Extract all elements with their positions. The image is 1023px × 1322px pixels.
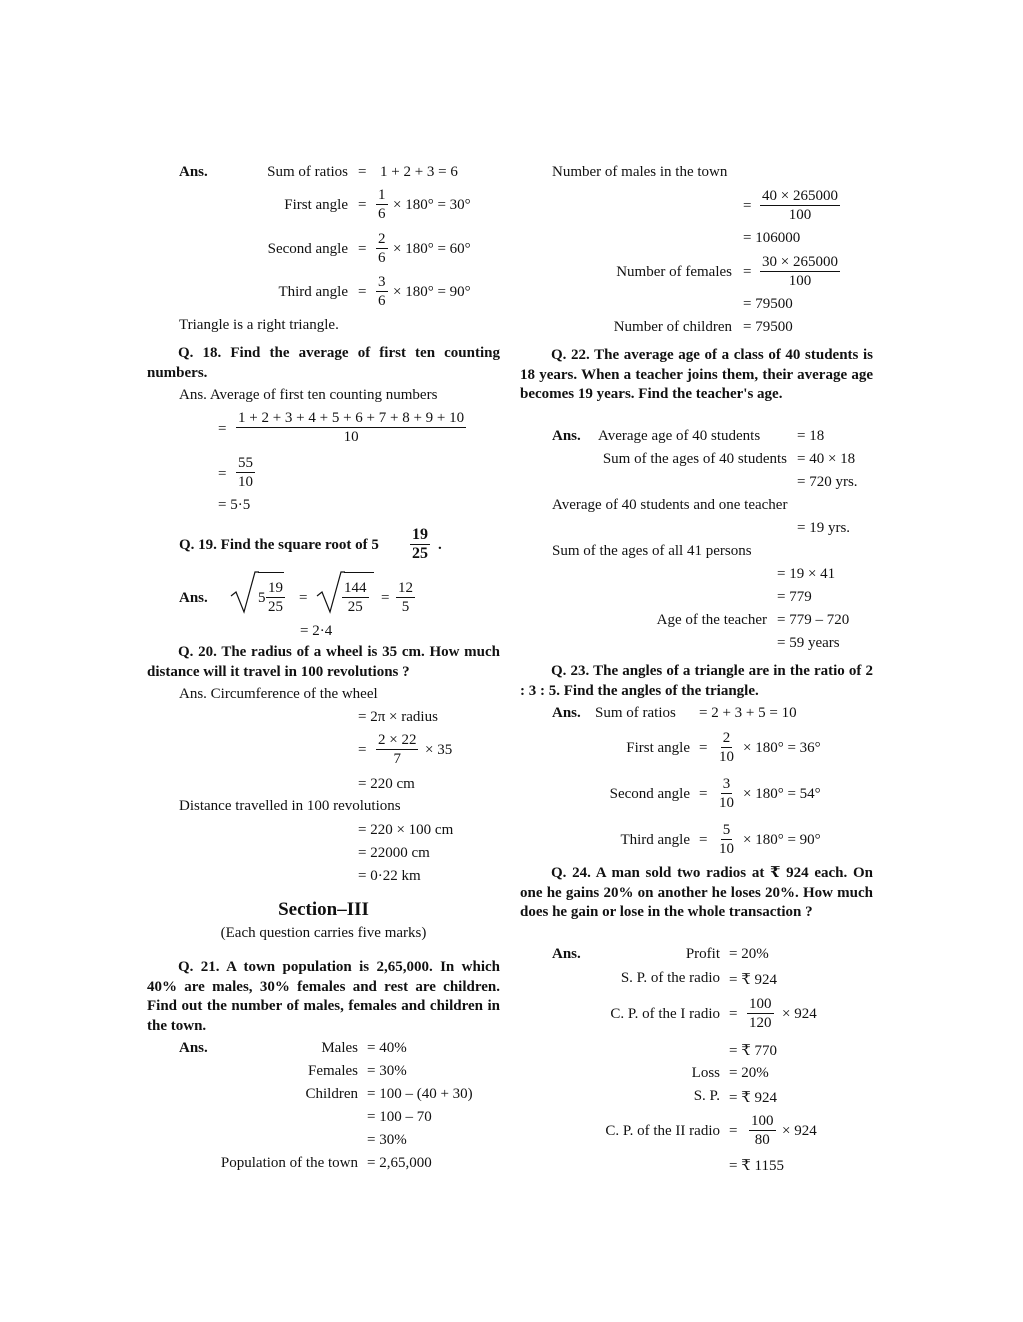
ans-label: Ans. bbox=[179, 164, 208, 180]
q20-ans: Ans. Circumference of the wheel bbox=[179, 686, 378, 702]
q24-cp1-result: = ₹ 770 bbox=[729, 1043, 778, 1059]
q19-question-dot: . bbox=[438, 537, 442, 553]
q18-eq: = bbox=[218, 421, 227, 437]
q23-third-fraction: $\frac{5}{10}$ bbox=[719, 822, 734, 857]
q24-cp2-result: = ₹ 1155 bbox=[729, 1158, 784, 1174]
q19-eq: = bbox=[381, 590, 390, 606]
q21-population-value: = 2,65,000 bbox=[367, 1155, 432, 1171]
q21-males-value: = 40% bbox=[367, 1040, 407, 1056]
q24-cp2-rest: × 924 bbox=[782, 1123, 817, 1139]
sqrt-bar bbox=[344, 572, 374, 573]
q21-children-result: = 79500 bbox=[743, 319, 793, 335]
q21-ans: Ans. bbox=[179, 1040, 208, 1056]
q17-eq: = bbox=[358, 197, 367, 213]
q22-line-4-label: Average of 40 students and one teacher bbox=[552, 497, 788, 513]
q17-eq: = bbox=[358, 284, 367, 300]
q21-children-value: = 100 – (40 + 30) bbox=[367, 1086, 473, 1102]
q17-eq: = bbox=[358, 164, 367, 180]
q24-profit-label: Profit bbox=[685, 946, 720, 962]
q23-sum-label: Sum of ratios bbox=[595, 705, 676, 721]
q21-children-step-2: = 30% bbox=[367, 1132, 407, 1148]
q18-question: Q. 18. Find the average of first ten counting numbers. bbox=[147, 345, 500, 381]
q22-line-2-label: Sum of the ages of 40 students bbox=[602, 451, 787, 467]
q18-fraction: $\frac{1 + 2 + 3 + 4 + 5 + 6 + 7 + 8 + 9 + 10}{10}$ bbox=[238, 410, 465, 445]
q17-eq: = bbox=[358, 241, 367, 257]
q19-whole: 5 bbox=[258, 590, 266, 606]
q22-line-9-value: = 779 – 720 bbox=[777, 612, 850, 628]
q24-profit-value: = 20% bbox=[729, 946, 769, 962]
q20-eq: = bbox=[358, 742, 367, 758]
q24-cp1-fraction: $\frac{100}{120}$ bbox=[749, 996, 772, 1031]
sqrt-icon bbox=[315, 570, 345, 615]
q21-females-heading: Number of females bbox=[616, 264, 732, 280]
q18-eq: = bbox=[218, 466, 227, 482]
q17-third-fraction: $\frac{3}{6}$ bbox=[378, 274, 386, 309]
q22-line-6-label: Sum of the ages of all 41 persons bbox=[552, 543, 752, 559]
q17-second-label: Second angle bbox=[267, 241, 348, 257]
q20-distance-label: Distance travelled in 100 revolutions bbox=[179, 798, 401, 814]
q20-line-5: = 22000 cm bbox=[358, 845, 430, 861]
q23-third-value: × 180° = 90° bbox=[743, 832, 821, 848]
q23-question: Q. 23. The angles of a triangle are in the ratio of 2 : 3 : 5. Find the angles of the triangle. bbox=[520, 663, 873, 699]
q22-line-5-value: = 19 yrs. bbox=[797, 520, 851, 536]
q19-fraction-3: $\frac{12}{5}$ bbox=[398, 580, 413, 615]
q18-result: = 5·5 bbox=[218, 497, 251, 513]
q22-ans: Ans. bbox=[552, 428, 581, 444]
q22-line-8-value: = 779 bbox=[777, 589, 812, 605]
q23-second-value: × 180° = 54° bbox=[743, 786, 821, 802]
q18-ans: Ans. Average of first ten counting numbers bbox=[179, 387, 438, 403]
q17-second-value: × 180° = 60° bbox=[393, 241, 471, 257]
q23-first-label: First angle bbox=[626, 740, 690, 756]
q21-eq: = bbox=[743, 264, 752, 280]
q22-line-7-value: = 19 × 41 bbox=[777, 566, 836, 582]
q20-fraction-rest: × 35 bbox=[425, 742, 453, 758]
q21-males-label: Males bbox=[321, 1040, 358, 1056]
q24-cp1-label: C. P. of the I radio bbox=[610, 1006, 720, 1022]
q21-females-result: = 79500 bbox=[743, 296, 793, 312]
q21-eq: = bbox=[743, 198, 752, 214]
q17-first-value: × 180° = 30° bbox=[393, 197, 471, 213]
q20-question: Q. 20. The radius of a wheel is 35 cm. How much distance will it travel in 100 revolutions ? bbox=[147, 644, 500, 680]
q24-cp2-fraction: $\frac{100}{80}$ bbox=[751, 1113, 774, 1148]
q21-question: Q. 21. A town population is 2,65,000. In which 40% are males, 30% females and rest are children. Find out the number of males, females and children in the town. bbox=[147, 959, 500, 1034]
q21-population-label: Population of the town bbox=[220, 1155, 358, 1171]
q19-ans: Ans. bbox=[179, 590, 208, 606]
q24-sp1-value: = ₹ 924 bbox=[729, 972, 778, 988]
section-title: Section–III bbox=[278, 899, 369, 920]
q24-sp2-label: S. P. bbox=[693, 1088, 720, 1104]
q20-line-6: = 0·22 km bbox=[358, 868, 421, 884]
q24-sp2-value: = ₹ 924 bbox=[729, 1090, 778, 1106]
q17-sum-value: 1 + 2 + 3 = 6 bbox=[380, 164, 458, 180]
sqrt-icon bbox=[229, 570, 259, 615]
q21-males-fraction: $\frac{40 \times 265000}{100}$ bbox=[762, 188, 838, 223]
q23-eq: = bbox=[699, 786, 708, 802]
q23-eq: = bbox=[699, 740, 708, 756]
q17-sum-label: Sum of ratios bbox=[267, 164, 348, 180]
q23-second-fraction: $\frac{3}{10}$ bbox=[719, 776, 734, 811]
q24-loss-value: = 20% bbox=[729, 1065, 769, 1081]
q23-first-fraction: $\frac{2}{10}$ bbox=[719, 730, 734, 765]
q17-second-fraction: $\frac{2}{6}$ bbox=[378, 231, 386, 266]
q24-question: Q. 24. A man sold two radios at ₹ 924 each. On one he gains 20% on another he loses 20%. How much does he gain or lose in the whole transaction ? bbox=[520, 865, 873, 920]
q18-fraction-2: $\frac{55}{10}$ bbox=[238, 455, 253, 490]
q17-first-label: First angle bbox=[284, 197, 348, 213]
q22-line-1-label: Average age of 40 students bbox=[598, 428, 761, 444]
q21-females-label: Females bbox=[308, 1063, 358, 1079]
q23-eq: = bbox=[699, 832, 708, 848]
q22-line-2-value: = 40 × 18 bbox=[797, 451, 856, 467]
q23-ans: Ans. bbox=[552, 705, 581, 721]
q23-third-label: Third angle bbox=[620, 832, 690, 848]
q24-eq: = bbox=[729, 1123, 738, 1139]
q21-females-fraction: $\frac{30 \times 265000}{100}$ bbox=[762, 254, 838, 289]
q24-loss-label: Loss bbox=[691, 1065, 720, 1081]
q24-cp1-rest: × 924 bbox=[782, 1006, 817, 1022]
q24-eq: = bbox=[729, 1006, 738, 1022]
q22-line-9-label: Age of the teacher bbox=[656, 612, 767, 628]
q19-question: Q. 19. Find the square root of 5 bbox=[179, 537, 379, 553]
q20-line-1: = 2π × radius bbox=[358, 709, 438, 725]
q21-males-heading: Number of males in the town bbox=[552, 164, 728, 180]
q21-females-value: = 30% bbox=[367, 1063, 407, 1079]
q19-fraction-1: $\frac{19}{25}$ bbox=[268, 580, 283, 615]
q20-line-4: = 220 × 100 cm bbox=[358, 822, 454, 838]
q22-line-3-value: = 720 yrs. bbox=[797, 474, 858, 490]
q24-sp1-label: S. P. of the radio bbox=[620, 970, 720, 986]
q19-result: = 2·4 bbox=[300, 623, 333, 639]
q23-sum-value: = 2 + 3 + 5 = 10 bbox=[699, 705, 797, 721]
q20-fraction: $\frac{2 \times 22}{7}$ bbox=[378, 732, 417, 767]
q24-cp2-label: C. P. of the II radio bbox=[605, 1123, 720, 1139]
q22-line-10-value: = 59 years bbox=[777, 635, 840, 651]
q21-children-step-1: = 100 – 70 bbox=[367, 1109, 432, 1125]
q22-line-1-value: = 18 bbox=[797, 428, 825, 444]
q23-first-value: × 180° = 36° bbox=[743, 740, 821, 756]
section-note: (Each question carries five marks) bbox=[220, 925, 427, 941]
q19-fraction-2: $\frac{144}{25}$ bbox=[344, 580, 367, 615]
q17-third-value: × 180° = 90° bbox=[393, 284, 471, 300]
q20-line-3: = 220 cm bbox=[358, 776, 415, 792]
q23-second-label: Second angle bbox=[609, 786, 690, 802]
q21-children-heading: Number of children bbox=[613, 319, 732, 335]
q17-third-label: Third angle bbox=[278, 284, 348, 300]
q19-eq: = bbox=[299, 590, 308, 606]
q19-question-fraction: $\frac{19}{25}$ bbox=[412, 526, 428, 562]
q22-question: Q. 22. The average age of a class of 40 students is 18 years. When a teacher joins them, their average age becomes 19 years. Find the teacher's age. bbox=[520, 347, 873, 402]
q17-conclusion: Triangle is a right triangle. bbox=[179, 317, 339, 333]
sqrt-bar bbox=[258, 572, 284, 573]
q17-first-fraction: $\frac{1}{6}$ bbox=[378, 187, 386, 222]
q21-males-result: = 106000 bbox=[743, 230, 801, 246]
q24-ans: Ans. bbox=[552, 946, 581, 962]
q21-children-label: Children bbox=[305, 1086, 358, 1102]
